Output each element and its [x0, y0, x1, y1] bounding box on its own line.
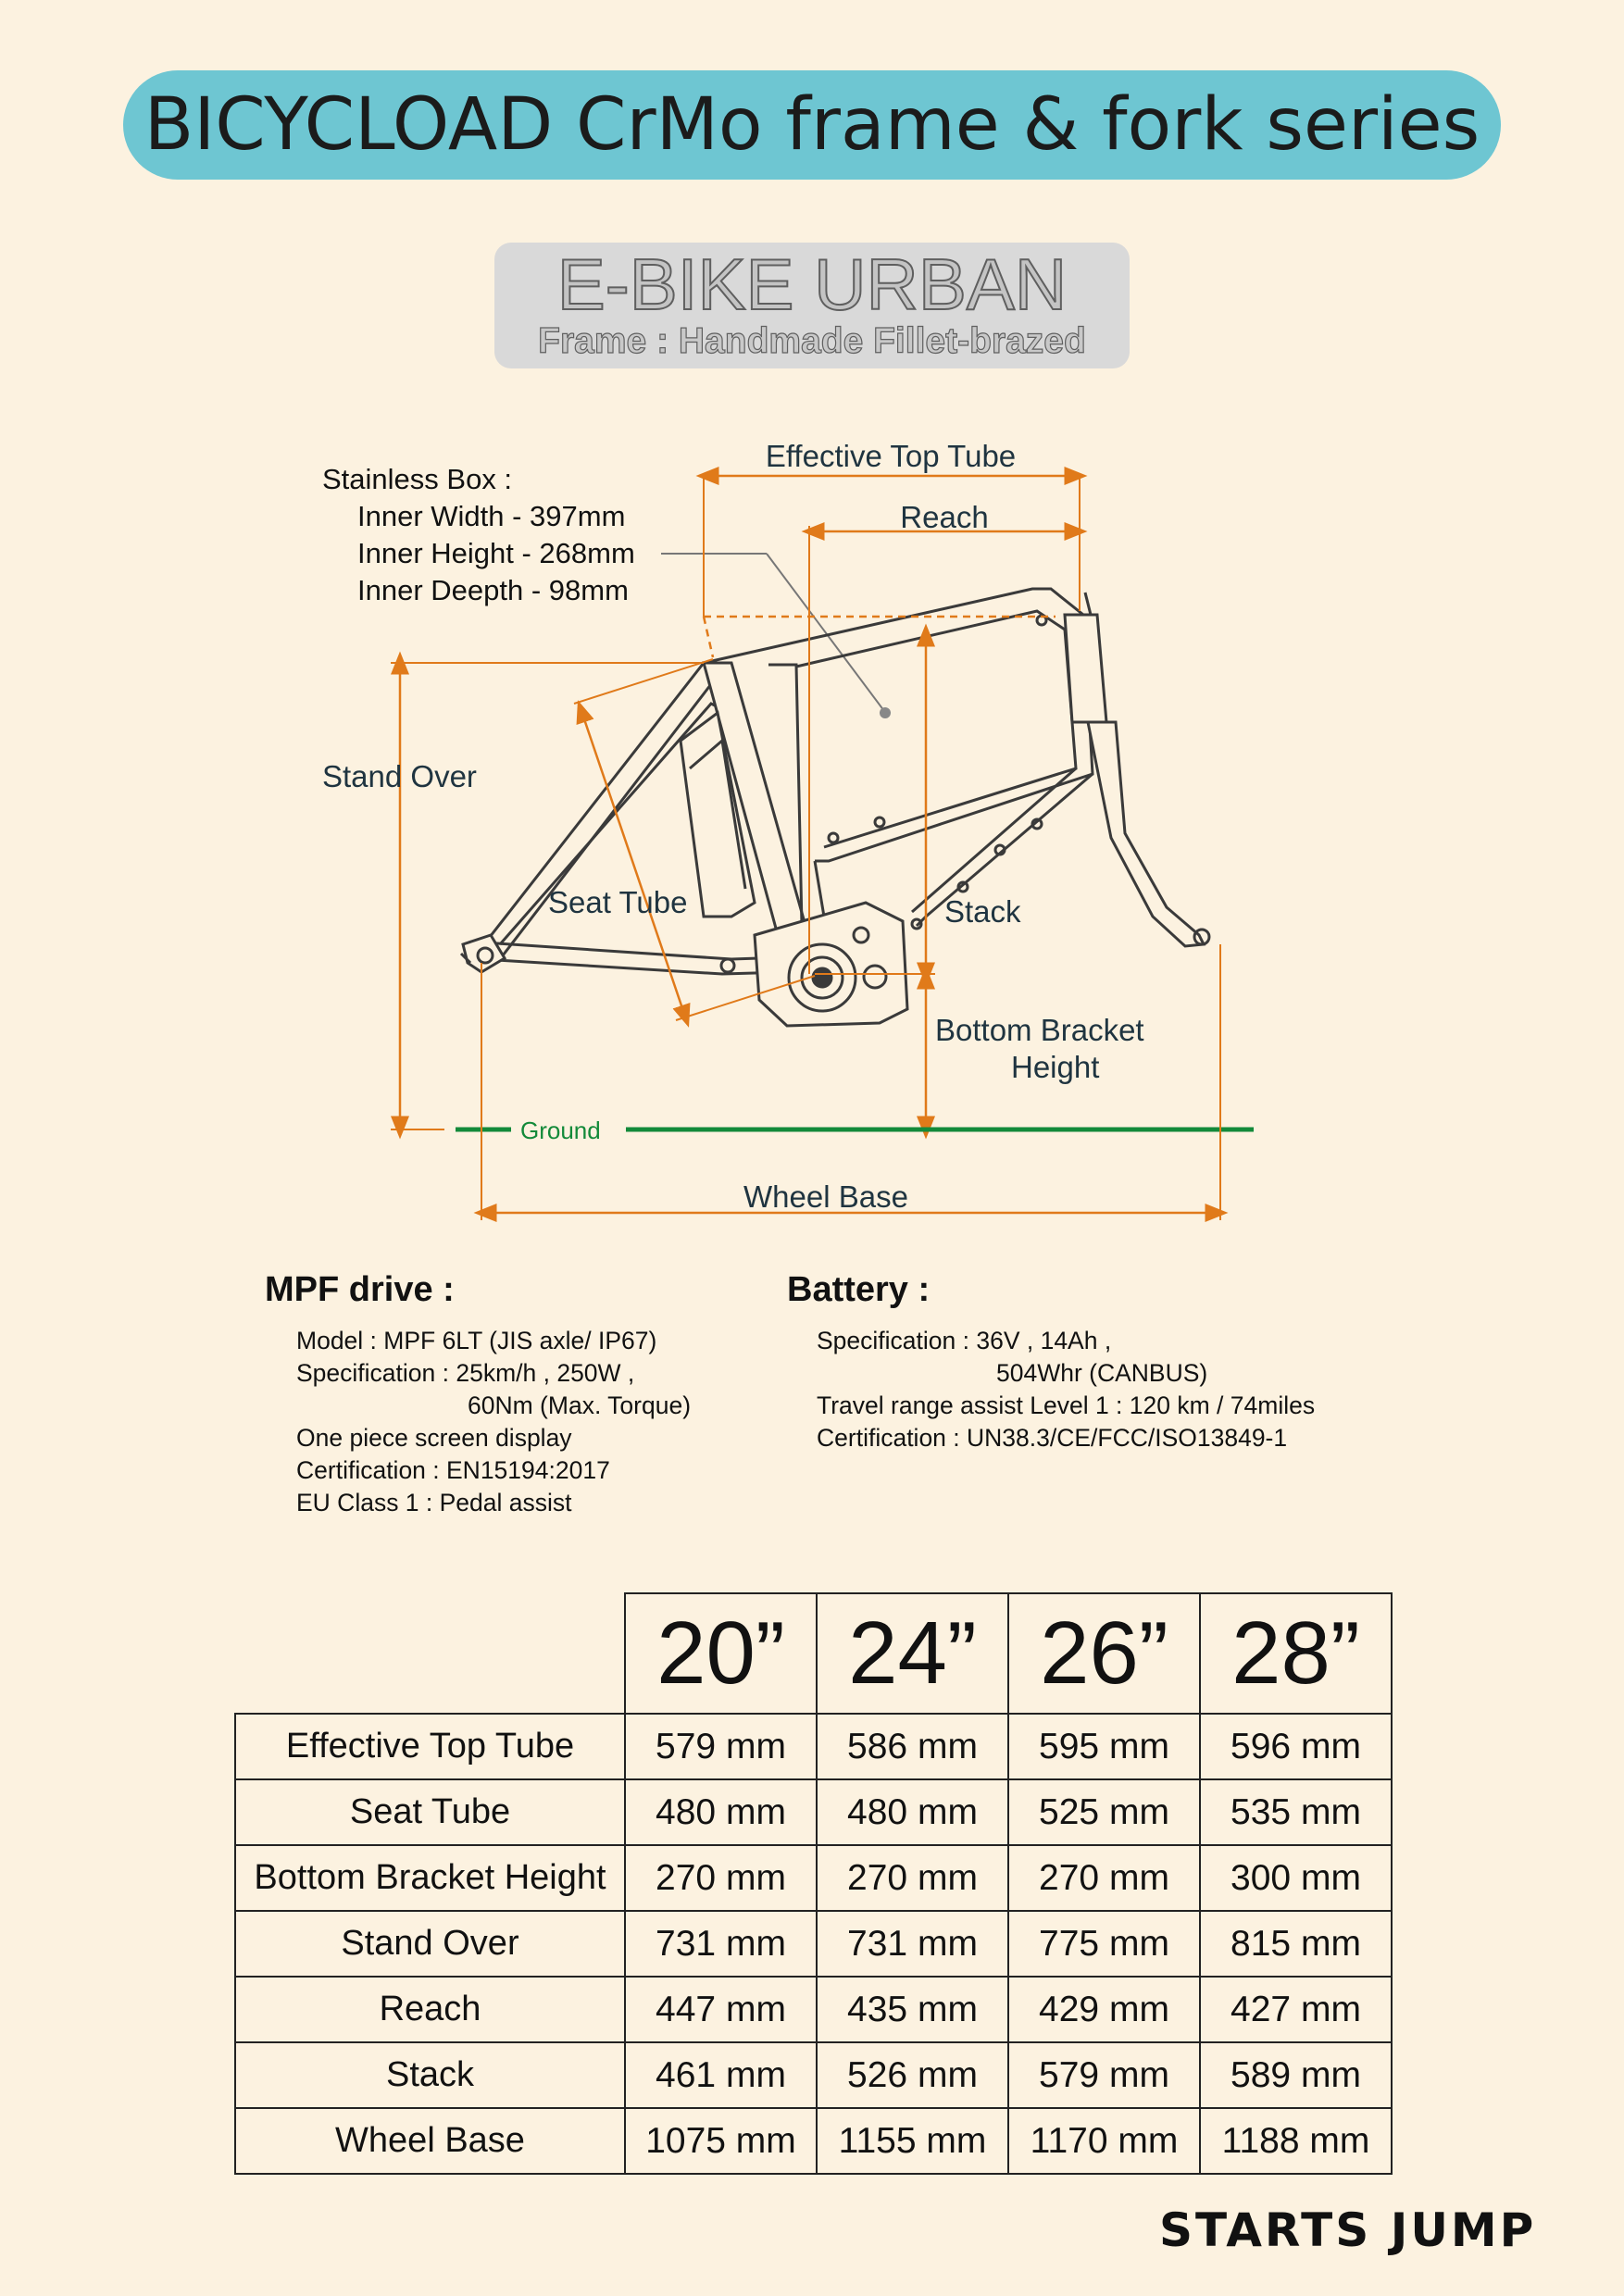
- size-header: 28”: [1200, 1593, 1392, 1714]
- table-cell: 526 mm: [817, 2042, 1008, 2108]
- effective-top-tube-dimension: [704, 474, 1080, 617]
- seat-tube-label: Seat Tube: [548, 885, 688, 919]
- box-leader-line: [661, 554, 891, 718]
- table-cell: 270 mm: [1008, 1845, 1200, 1911]
- battery-title: Battery :: [787, 1270, 931, 1309]
- mpf-drive-title: MPF drive :: [265, 1270, 455, 1309]
- table-cell: 1075 mm: [625, 2108, 817, 2174]
- battery-line: Specification : 36V , 14Ah ,: [817, 1327, 1112, 1354]
- row-label: Seat Tube: [235, 1779, 625, 1845]
- model-name: E-BIKE URBAN: [556, 243, 1068, 325]
- table-cell: 435 mm: [817, 1977, 1008, 2042]
- table-cell: 1188 mm: [1200, 2108, 1392, 2174]
- box-inner-width: Inner Width - 397mm: [357, 500, 626, 532]
- table-cell: 579 mm: [1008, 2042, 1200, 2108]
- table-row: [235, 1977, 1392, 2042]
- row-label: Stand Over: [235, 1911, 625, 1977]
- table-cell: 815 mm: [1200, 1911, 1392, 1977]
- box-inner-height: Inner Height - 268mm: [357, 537, 635, 569]
- row-label: Reach: [235, 1977, 625, 2042]
- table-cell: 427 mm: [1200, 1977, 1392, 2042]
- mpf-drive-spec: [265, 1270, 691, 1519]
- table-cell: 480 mm: [817, 1779, 1008, 1845]
- stand-over-label: Stand Over: [322, 759, 477, 793]
- row-label: Stack: [235, 2042, 625, 2108]
- stack-label: Stack: [944, 894, 1021, 929]
- brand-logo: STARTS JUMP: [1159, 2203, 1537, 2257]
- row-label: Effective Top Tube: [235, 1714, 625, 1779]
- table-cell: 270 mm: [817, 1845, 1008, 1911]
- table-row: [235, 2042, 1392, 2108]
- table-cell: 589 mm: [1200, 2042, 1392, 2108]
- bb-height-label-line1: Bottom Bracket: [935, 1013, 1144, 1047]
- frame-drawing: [461, 589, 1209, 1026]
- table-cell: 579 mm: [625, 1714, 817, 1779]
- mpf-line: Certification : EN15194:2017: [296, 1456, 610, 1484]
- size-header: 20”: [625, 1593, 817, 1714]
- row-label: Wheel Base: [235, 2108, 625, 2174]
- table-cell: 595 mm: [1008, 1714, 1200, 1779]
- box-inner-depth: Inner Deepth - 98mm: [357, 574, 629, 606]
- table-row: [235, 1845, 1392, 1911]
- model-subtitle: Frame : Handmade Fillet-brazed: [538, 321, 1086, 361]
- table-cell: 775 mm: [1008, 1911, 1200, 1977]
- table-row: [235, 1911, 1392, 1977]
- effective-top-tube-label: Effective Top Tube: [765, 439, 1017, 473]
- table-cell: 270 mm: [625, 1845, 817, 1911]
- wheel-base-label: Wheel Base: [743, 1179, 908, 1214]
- table-corner: [235, 1593, 625, 1714]
- table-row: [235, 1714, 1392, 1779]
- table-cell: 1170 mm: [1008, 2108, 1200, 2174]
- table-cell: 447 mm: [625, 1977, 817, 2042]
- table-cell: 731 mm: [817, 1911, 1008, 1977]
- row-label: Bottom Bracket Height: [235, 1845, 625, 1911]
- bb-height-label-line2: Height: [1011, 1050, 1100, 1084]
- ground-label: Ground: [520, 1117, 601, 1144]
- box-title: Stainless Box :: [322, 463, 513, 495]
- table-header-row: [235, 1593, 1392, 1714]
- table-cell: 731 mm: [625, 1911, 817, 1977]
- table-cell: 461 mm: [625, 2042, 817, 2108]
- table-row: [235, 1779, 1392, 1845]
- reach-label: Reach: [900, 500, 989, 534]
- mpf-line: One piece screen display: [296, 1424, 572, 1452]
- table-cell: 586 mm: [817, 1714, 1008, 1779]
- size-header: 26”: [1008, 1593, 1200, 1714]
- table-row: [235, 2108, 1392, 2174]
- table-cell: 480 mm: [625, 1779, 817, 1845]
- battery-line: 504Whr (CANBUS): [996, 1359, 1208, 1387]
- table-cell: 429 mm: [1008, 1977, 1200, 2042]
- mpf-line: 60Nm (Max. Torque): [468, 1391, 692, 1419]
- geometry-table: [234, 1592, 1393, 2175]
- battery-line: Travel range assist Level 1 : 120 km / 74miles: [817, 1391, 1316, 1419]
- battery-spec: [787, 1270, 1315, 1454]
- battery-line: Certification : UN38.3/CE/FCC/ISO13849-1: [817, 1424, 1288, 1452]
- mpf-line: Model : MPF 6LT (JIS axle/ IP67): [296, 1327, 657, 1354]
- table-cell: 1155 mm: [817, 2108, 1008, 2174]
- mpf-line: EU Class 1 : Pedal assist: [296, 1489, 572, 1516]
- table-cell: 596 mm: [1200, 1714, 1392, 1779]
- size-header: 24”: [817, 1593, 1008, 1714]
- table-cell: 525 mm: [1008, 1779, 1200, 1845]
- table-cell: 535 mm: [1200, 1779, 1392, 1845]
- mpf-line: Specification : 25km/h , 250W ,: [296, 1359, 635, 1387]
- table-cell: 300 mm: [1200, 1845, 1392, 1911]
- series-title: BICYCLOAD CrMo frame & fork series: [144, 83, 1480, 167]
